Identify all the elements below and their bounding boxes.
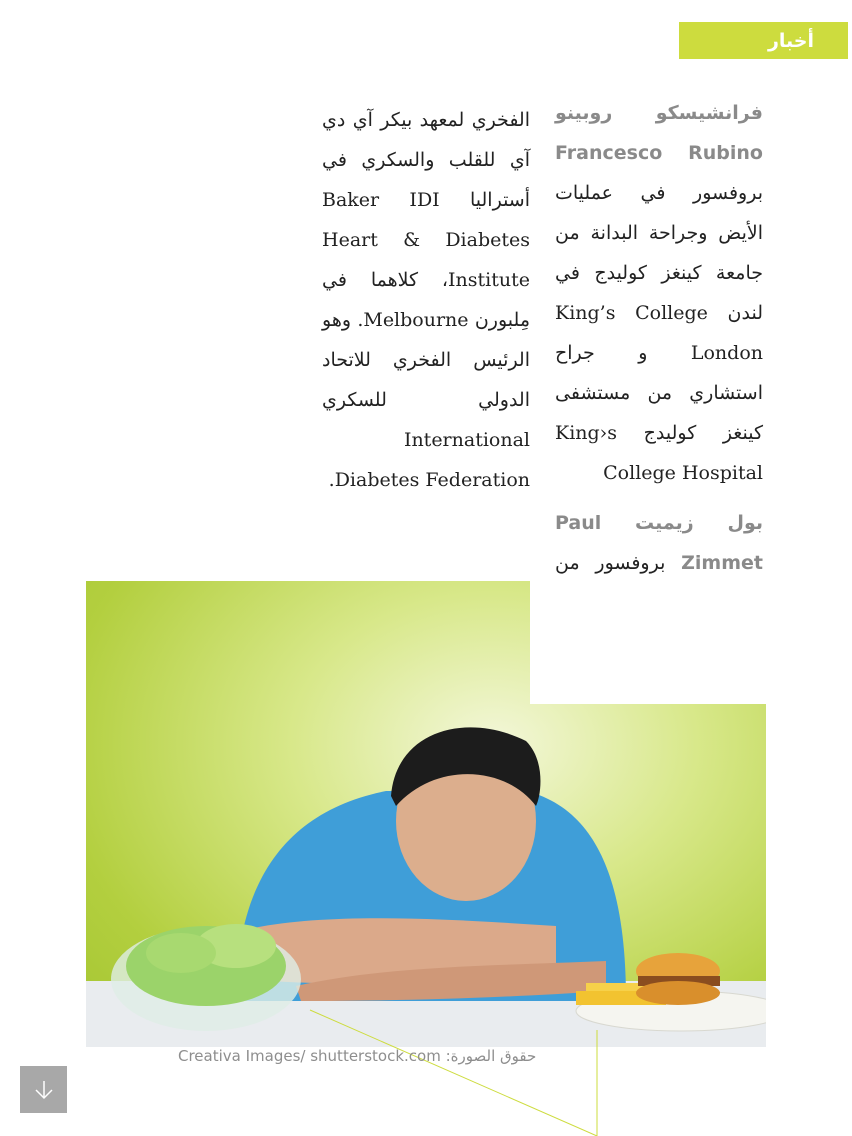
photo-credit: حقوق الصورة: Creativa Images/ shutterstock.com	[178, 1047, 537, 1065]
person-bio-zimmet: بروفسور من	[555, 552, 666, 574]
paragraph-zimmet-continued: الفخري لمعهد بيكر آي دي آي للقلب والسكري في أستراليا Baker IDI Heart & Diabetes Institute، كلاهما في مِلبورن Melbourne. وهو الرئيس الفخري للاتحاد الدولي للسكري International Diabetes Federation.	[322, 109, 530, 491]
section-label: أخبار	[767, 29, 814, 52]
person-name-zimmet: بول زيميت Paul Zimmet	[555, 512, 763, 574]
person-bio-rubino: بروفسور في عمليات الأيض وجراحة البدانة من جامعة كينغز كوليدج في لندن King’s College London و جراح استشاري من مستشفى كينغز كوليدج King›s College Hospital	[555, 182, 763, 484]
arrow-down-icon	[33, 1079, 55, 1101]
person-name-rubino: فرانشيسكو روبينو Francesco Rubino	[555, 102, 763, 164]
scroll-down-button[interactable]	[20, 1066, 67, 1113]
